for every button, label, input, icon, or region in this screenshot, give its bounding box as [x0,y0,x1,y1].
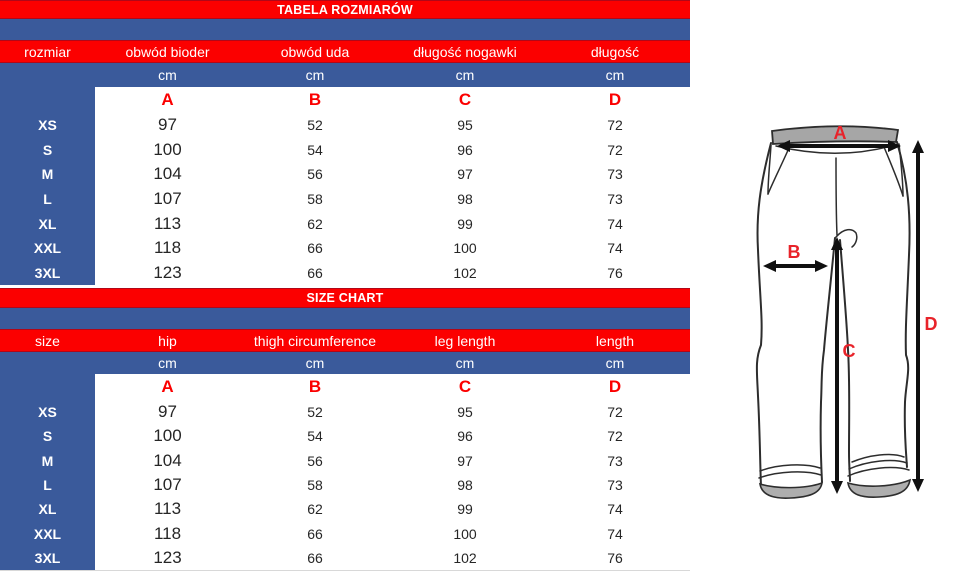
spacer-bar [0,19,690,40]
size-label: XL [38,215,57,232]
measurement-value: 96 [457,428,473,445]
table-row [0,497,690,521]
measurement-value: 97 [158,402,177,422]
measurement-value: 72 [607,141,623,158]
size-label: XXL [33,525,62,542]
unit-cell: cm [158,355,177,371]
measure-letter: C [458,90,472,109]
letter-row [0,374,690,400]
letter-cell-empty [0,374,95,400]
measurement-value: 97 [158,115,177,135]
measurement-value: 73 [607,191,623,208]
table-row [0,187,690,212]
measurement-value: 123 [153,262,182,282]
measurement-value: 74 [607,501,623,518]
left-hem-fold [760,465,820,471]
unit-row [0,63,690,87]
data-area [0,87,690,285]
measurement-value: 99 [457,501,473,518]
measurement-value: 102 [453,264,477,281]
diagram-label-d: D [924,314,938,334]
measurement-value: 72 [607,428,623,445]
size-label: XXL [33,240,62,257]
measure-letter: C [458,377,472,396]
column-header: rozmiar [24,43,71,60]
measurement-value: 118 [153,238,182,258]
measurement-value: 74 [607,215,623,232]
unit-cell: cm [305,355,325,371]
diagram-label-c: C [842,341,856,361]
size-label: XL [38,501,57,518]
table-row [0,162,690,187]
size-label: M [41,452,54,469]
unit-cell-empty [0,352,95,374]
unit-cell: cm [605,67,625,83]
measure-letter: B [308,90,322,109]
size-label: 3XL [34,549,61,566]
measurement-value: 56 [307,452,323,469]
right-hem-fold [848,468,909,476]
measurement-value: 62 [307,215,323,232]
table-row [0,521,690,545]
measurement-value: 74 [607,525,623,542]
table-title: SIZE CHART [0,288,690,308]
pants-measurement-diagram [735,108,975,518]
size-label: S [42,141,53,158]
measurement-value: 72 [607,117,623,134]
table-title: TABELA ROZMIARÓW [0,0,690,19]
measurement-value: 98 [457,191,473,208]
measurement-value: 72 [607,404,623,421]
table-row [0,473,690,497]
size-label: XS [38,404,57,421]
diagram-label-b: B [787,242,801,262]
table-row [0,400,690,424]
measurement-value: 96 [457,141,473,158]
column-header-row [0,40,690,63]
fly-seam [836,158,837,235]
size-label: 3XL [34,264,61,281]
measurement-value: 76 [607,549,623,566]
size-label: L [43,191,52,208]
diagram-label-a: A [833,123,847,143]
measure-letter: A [161,377,174,396]
measurement-value: 123 [153,547,182,567]
column-header: length [595,332,635,349]
measurement-value: 52 [307,404,323,421]
size-table-polish [0,0,690,285]
column-header: hip [158,332,177,349]
measurement-value: 113 [153,499,182,519]
measurement-value: 66 [307,525,323,542]
measurement-value: 95 [457,117,473,134]
measurement-value: 104 [153,164,182,184]
column-header: thigh circumference [253,332,377,349]
measure-letter: B [308,377,322,396]
table-row [0,424,690,448]
column-header-row [0,329,690,352]
measurement-value: 73 [607,476,623,493]
measurement-value: 95 [457,404,473,421]
left-inseam [821,238,835,482]
column-header: długość [590,43,640,60]
size-label: L [43,476,52,493]
measurement-value: 58 [307,191,323,208]
measurement-value: 54 [307,428,323,445]
measurement-value: 73 [607,452,623,469]
data-area [0,374,690,571]
right-hem [848,480,910,497]
letter-row [0,87,690,113]
measurement-value: 76 [607,264,623,281]
table-row [0,113,690,138]
unit-cell: cm [305,67,325,83]
column-header: leg length [434,332,496,349]
column-header: size [35,332,60,349]
table-row [0,449,690,473]
measurement-value: 54 [307,141,323,158]
measure-letter: A [161,90,174,109]
column-header: obwód bioder [125,43,210,60]
measurement-value: 100 [153,139,182,159]
column-header: obwód uda [280,43,350,60]
left-hem [760,483,822,498]
column-header: długość nogawki [413,43,517,60]
size-label: XS [38,117,57,134]
measure-letter: D [608,377,622,396]
size-label: S [42,428,53,445]
unit-cell: cm [158,67,177,83]
size-label: M [41,166,54,183]
table-rows [0,113,690,285]
measurement-value: 66 [307,264,323,281]
table-row [0,211,690,236]
left-outer-seam [757,143,771,486]
measurement-value: 97 [457,166,473,183]
measurement-value: 113 [153,213,182,233]
measurement-value: 74 [607,240,623,257]
pants-drawing [735,108,975,518]
measurement-value: 66 [307,240,323,257]
measurement-value: 73 [607,166,623,183]
table-row [0,546,690,570]
spacer-bar [0,308,690,329]
measurement-value: 107 [153,474,182,494]
dimension-arrow-C [831,237,843,494]
measurement-value: 52 [307,117,323,134]
measurement-value: 104 [153,450,182,470]
left-hem-fold [759,472,821,478]
measurement-value: 97 [457,452,473,469]
measurement-value: 102 [453,549,477,566]
measurement-value: 107 [153,189,182,209]
table-row [0,138,690,163]
left-pocket-curve [768,148,789,194]
letter-cell-empty [0,87,95,113]
measurement-value: 58 [307,476,323,493]
measurement-value: 99 [457,215,473,232]
dimension-arrow-D [912,140,924,492]
table-row [0,236,690,261]
measurement-value: 98 [457,476,473,493]
measurement-value: 56 [307,166,323,183]
measurement-value: 118 [153,523,182,543]
unit-cell: cm [605,355,625,371]
table-row [0,260,690,285]
table-rows [0,400,690,570]
unit-cell-empty [0,63,95,87]
measure-letter: D [608,90,622,109]
measurement-value: 66 [307,549,323,566]
unit-cell: cm [455,355,475,371]
measurement-value: 62 [307,501,323,518]
measurement-value: 100 [453,240,477,257]
measurement-value: 100 [453,525,477,542]
unit-cell: cm [455,67,475,83]
size-table-english [0,288,690,571]
measurement-value: 100 [153,426,182,446]
unit-row [0,352,690,374]
